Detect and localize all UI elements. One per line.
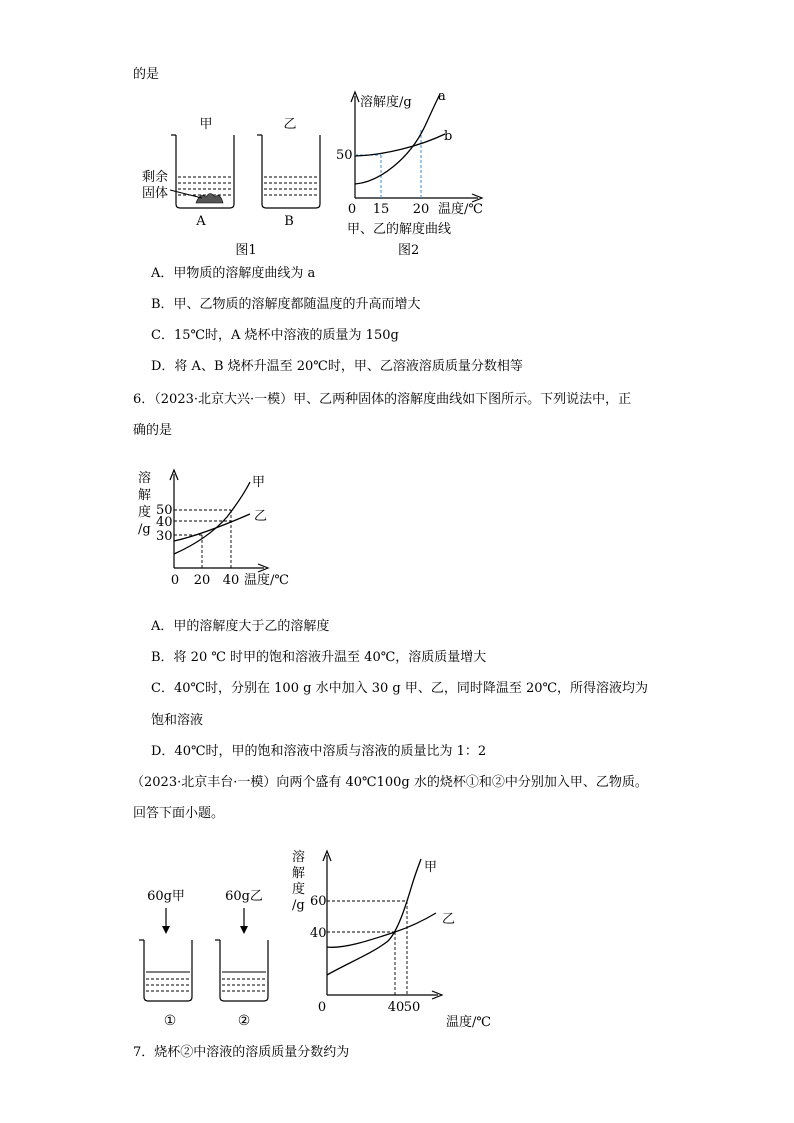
curve-a-label: a [438, 89, 446, 104]
q6-x-tick-20: 20 [193, 573, 211, 588]
q6-option-d: D．40℃时，甲的饱和溶液中溶质与溶液的质量比为 1：2 [151, 744, 487, 759]
q6-option-b: B．将 20 ℃ 时甲的饱和溶液升温至 40℃，溶质质量增大 [151, 650, 487, 665]
q6-option-c-line2: 饱和溶液 [151, 713, 204, 728]
q6-curve-yi [174, 514, 250, 541]
q5-option-b: B．甲、乙物质的溶解度都随温度的升高而增大 [151, 297, 421, 312]
chart2-x-tick-20: 20 [412, 202, 430, 217]
beaker-b-label: B [284, 214, 294, 229]
q7-y-tick-60: 60 [310, 894, 327, 909]
q6-xlabel: 温度/℃ [244, 573, 289, 588]
residue-label-line1: 剩余 [142, 170, 169, 185]
q7-question: 7．烧杯②中溶液的溶质质量分数约为 [133, 1045, 350, 1060]
chart2-x-tick-0: 0 [347, 202, 357, 217]
figure-2-caption: 图2 [398, 243, 420, 258]
q6-curve-jia-label: 甲 [252, 475, 266, 490]
chart2-xlabel: 温度/℃ [438, 202, 483, 217]
curve-b [355, 134, 445, 156]
q6-y-tick-40: 40 [156, 515, 173, 530]
chart2-x-tick-15: 15 [372, 202, 390, 217]
q7-ylabel-2: 解 [292, 866, 306, 881]
q7-ylabel-1: 溶 [292, 850, 306, 865]
q5-option-c: C．15℃时，A 烧杯中溶液的质量为 150g [151, 328, 399, 343]
q5-option-a: A．甲物质的溶解度曲线为 a [151, 266, 316, 281]
figure-1-caption: 图1 [235, 243, 257, 258]
q6-y-tick-30: 30 [156, 529, 173, 544]
beaker1-arrow-down-icon [162, 926, 170, 934]
q6-x-tick-0: 0 [170, 573, 180, 588]
chart2-ylabel: 溶解度/g [360, 95, 412, 110]
q6-ylabel-3: 度 [138, 505, 152, 520]
intro-tail-text: 的是 [133, 67, 160, 82]
q7-ylabel-3: 度 [292, 882, 306, 897]
beaker2-add-label: 60g乙 [225, 889, 263, 904]
q6-curve-yi-label: 乙 [254, 509, 268, 524]
q7-x-tick-40: 40 [387, 1000, 405, 1015]
q7-beakers-figure [130, 880, 290, 1030]
beaker-a-label: A [196, 214, 206, 229]
beaker-2 [215, 940, 268, 1001]
figure-2-solubility-chart [330, 86, 500, 260]
q6-ylabel-4: /g [138, 522, 151, 537]
q6-stem-line2: 确的是 [133, 423, 173, 438]
q6-x-tick-40: 40 [222, 573, 240, 588]
q6-y-tick-50: 50 [156, 503, 173, 518]
beaker-a-top-label: 甲 [199, 117, 213, 132]
q5-option-d: D．将 A、B 烧杯升温至 20℃时，甲、乙溶液溶质质量分数相等 [151, 359, 523, 374]
q6-ylabel-2: 解 [138, 488, 152, 503]
beaker1-add-label: 60g甲 [147, 889, 185, 904]
q7-x-tick-0: 0 [317, 1000, 327, 1015]
beaker-a [171, 135, 234, 208]
q7-curve-yi-label: 乙 [442, 912, 456, 927]
beaker1-number: ① [163, 1013, 177, 1029]
beaker2-arrow-down-icon [240, 926, 248, 934]
chart2-y-tick-50: 50 [336, 148, 353, 163]
beaker2-number: ② [237, 1013, 251, 1029]
curve-b-label: b [444, 129, 453, 144]
q7-intro-line1: （2023·北京丰台·一模）向两个盛有 40℃100g 水的烧杯①和②中分别加入甲、乙物质。 [131, 775, 648, 790]
q6-option-c-line1: C．40℃时，分别在 100 g 水中加入 30 g 甲、乙，同时降温至 20℃，所得溶液均为 [151, 681, 649, 696]
q7-y-tick-40: 40 [310, 926, 327, 941]
beaker-b-top-label: 乙 [283, 117, 297, 132]
residue-label-line2: 固体 [142, 186, 169, 201]
figure-1-beakers [128, 108, 328, 260]
q6-ylabel-1: 溶 [138, 471, 152, 486]
q7-ylabel-4: /g [292, 898, 305, 913]
q7-intro-line2: 回答下面小题。 [133, 806, 225, 821]
q7-x-tick-50: 50 [403, 1000, 421, 1015]
q6-curve-jia [174, 482, 250, 554]
beaker-1 [139, 940, 192, 1001]
residue-pointer-line [170, 190, 202, 198]
q6-stem-line1: 6．（2023·北京大兴·一模）甲、乙两种固体的溶解度曲线如下图所示。下列说法中，正 [133, 392, 632, 407]
beaker-b [257, 135, 320, 208]
q7-curve-jia-label: 甲 [424, 860, 438, 875]
q6-option-a: A．甲的溶解度大于乙的溶解度 [151, 619, 330, 634]
q6-solubility-chart [132, 462, 302, 592]
q7-xlabel: 温度/℃ [446, 1015, 491, 1030]
q7-solubility-chart [288, 845, 498, 1030]
chart2-subtitle: 甲、乙的解度曲线 [347, 222, 452, 237]
q7-curve-yi [327, 913, 436, 947]
